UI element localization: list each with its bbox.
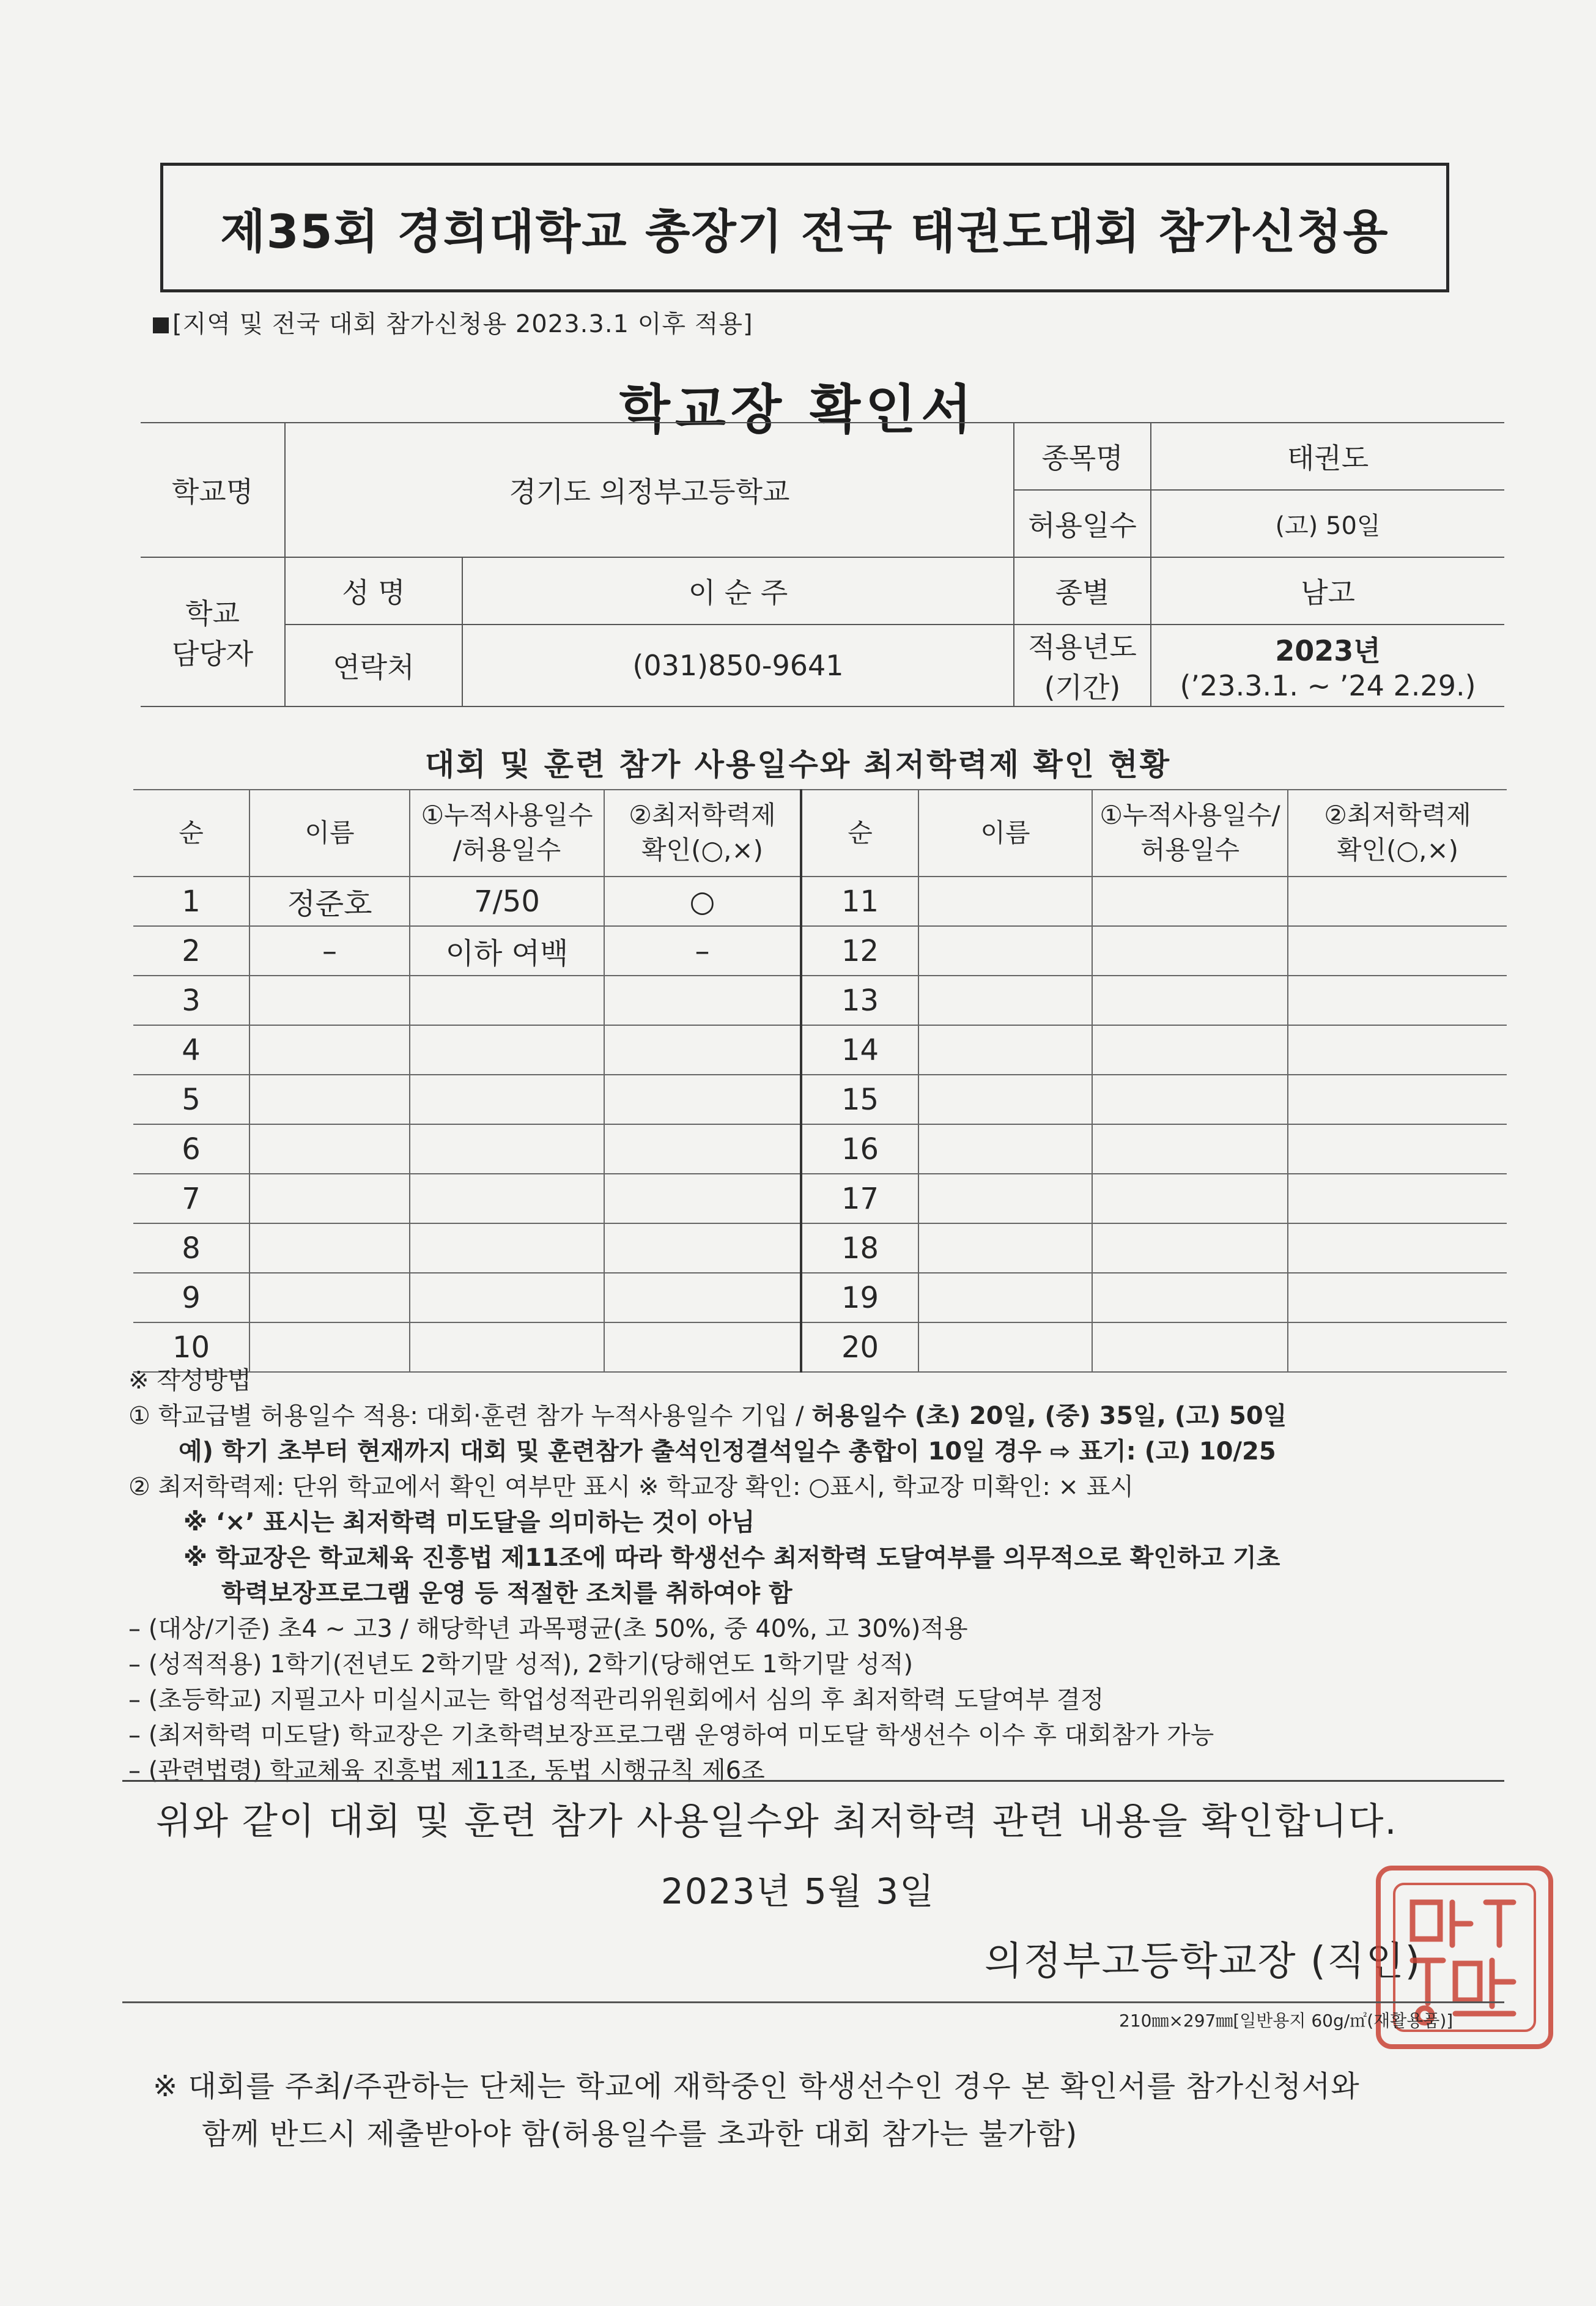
row-days-right [1092, 1124, 1288, 1174]
row-check-right [1288, 1025, 1507, 1075]
row-no: 4 [133, 1025, 249, 1075]
section-title: 대회 및 훈련 참가 사용일수와 최저학력제 확인 현황 [424, 747, 1172, 782]
row-no-right: 14 [801, 1025, 918, 1075]
row-no-right: 20 [801, 1322, 918, 1372]
grid-header-row [133, 790, 1507, 877]
table-row [133, 1025, 1507, 1075]
row-name [249, 1273, 410, 1322]
row-no: 5 [133, 1075, 249, 1124]
row-check-right [1288, 1273, 1507, 1322]
detail-2: – (성적적용) 1학기(전년도 2학기말 성적), 2학기(당해연도 1학기말 성적) [128, 1650, 914, 1678]
school-name-label: 학교명 [141, 423, 285, 557]
row-check [604, 1075, 801, 1124]
note-1-example: 예) 학기 초부터 현재까지 대회 및 훈련참가 출석인정결석일수 총합이 10일 경우 ⇨ 표기: (고) 10/25 [179, 1437, 1276, 1466]
divider [122, 1780, 1504, 1782]
row-days-right [1092, 1075, 1288, 1124]
detail-5: – (관련법령) 학교체육 진흥법 제11조, 동법 시행규칙 제6조 [128, 1757, 765, 1785]
header-days-left [410, 790, 604, 877]
row-name-right [918, 976, 1092, 1025]
header-check-left-line2: 확인(○,×) [641, 835, 764, 865]
table-row [133, 1124, 1507, 1174]
row-no: 7 [133, 1174, 249, 1223]
row-check: ○ [604, 877, 801, 926]
school-info-table [141, 422, 1504, 707]
application-notice [153, 305, 753, 339]
row-no-right: 13 [801, 976, 918, 1025]
note-1-text: ① 학교급별 허용일수 적용: 대회·훈련 참가 누적사용일수 기입 / [128, 1402, 812, 1430]
header-check-right [1288, 790, 1507, 877]
event-value: 태권도 [1151, 423, 1504, 490]
header-days-right-line1: ①누적사용일수/ [1099, 800, 1280, 831]
footnote-line1: ※ 대회를 주최/주관하는 단체는 학교에 재학중인 학생선수인 경우 본 확인서를 참가신청서와 [153, 2069, 1360, 2104]
row-no: 6 [133, 1124, 249, 1174]
table-row [133, 877, 1507, 926]
contact-value: (031)850-9641 [462, 625, 1014, 706]
row-no-right: 18 [801, 1223, 918, 1273]
row-days-right [1092, 1174, 1288, 1223]
allowed-days-value: (고) 50일 [1151, 490, 1504, 557]
notes-heading: ※ 작성방법 [128, 1366, 251, 1395]
table-row [133, 1075, 1507, 1124]
person-name-value: 이 순 주 [462, 557, 1014, 625]
gender-label: 종별 [1014, 557, 1151, 625]
row-name-right [918, 1025, 1092, 1075]
header-name-right: 이름 [918, 790, 1092, 877]
row-name-right [918, 1273, 1092, 1322]
row-days [410, 976, 604, 1025]
document-title: 학교장 확인서 [619, 379, 977, 440]
row-check-right [1288, 1075, 1507, 1124]
row-check-right [1288, 1174, 1507, 1223]
row-no-right: 15 [801, 1075, 918, 1124]
row-days-right [1092, 1273, 1288, 1322]
row-check: – [604, 926, 801, 976]
row-check [604, 1174, 801, 1223]
header-check-left-line1: ②최저학력제 [629, 800, 776, 831]
detail-4: – (최저학력 미도달) 학교장은 기초학력보장프로그램 운영하여 미도달 학생선수 이수 후 대회참가 가능 [128, 1721, 1214, 1749]
writing-instructions [128, 1363, 1517, 1789]
row-no: 2 [133, 926, 249, 976]
row-name [249, 1075, 410, 1124]
header-check-right-line1: ②최저학력제 [1324, 800, 1471, 831]
header-check-left [604, 790, 801, 877]
row-days: 7/50 [410, 877, 604, 926]
row-name-right [918, 877, 1092, 926]
row-days [410, 1025, 604, 1075]
row-check [604, 1223, 801, 1273]
header-no-right: 순 [801, 790, 918, 877]
row-name [249, 1223, 410, 1273]
row-days-right [1092, 926, 1288, 976]
contact-label: 연락처 [285, 625, 462, 706]
note-4: ※ 학교장은 학교체육 진흥법 제11조에 따라 학생선수 최저학력 도달여부를 의무적으로 확인하고 기초 [183, 1544, 1280, 1572]
year-label-line1: 적용년도 [1028, 631, 1137, 664]
table-row [133, 1273, 1507, 1322]
participation-grid [133, 789, 1507, 1373]
row-days [410, 1273, 604, 1322]
row-no: 8 [133, 1223, 249, 1273]
row-check-right [1288, 926, 1507, 976]
header-no-left: 순 [133, 790, 249, 877]
row-name [249, 976, 410, 1025]
person-name-label: 성 명 [285, 557, 462, 625]
square-bullet-icon [153, 317, 169, 333]
row-name [249, 1025, 410, 1075]
paper-spec: 210㎜×297㎜[일반용지 60g/㎡(재활용품)] [1119, 2011, 1454, 2031]
year-value-cell [1151, 625, 1504, 706]
header-days-right-line2: 허용일수 [1140, 835, 1240, 865]
row-check-right [1288, 1223, 1507, 1273]
row-name-right [918, 1124, 1092, 1174]
row-check [604, 1025, 801, 1075]
year-value: 2023년 [1275, 634, 1381, 667]
issue-date: 2023년 5월 3일 [660, 1870, 936, 1912]
header-check-right-line2: 확인(○,×) [1336, 835, 1459, 865]
row-no-right: 17 [801, 1174, 918, 1223]
principal-signature-line: 의정부고등학교장 (직인) [985, 1939, 1422, 1984]
header-days-left-line2: /허용일수 [453, 835, 561, 865]
divider [122, 2001, 1504, 2003]
table-row [133, 976, 1507, 1025]
note-1-allowed: 허용일수 (초) 20일, (중) 35일, (고) 50일 [811, 1402, 1287, 1430]
event-label: 종목명 [1014, 423, 1151, 490]
document-header-title: 제35회 경희대학교 총장기 전국 태권도대회 참가신청용 [160, 163, 1449, 292]
row-name-right [918, 926, 1092, 976]
row-days [410, 1075, 604, 1124]
footnote [153, 2063, 1360, 2158]
row-no: 1 [133, 877, 249, 926]
detail-1: – (대상/기준) 초4 ~ 고3 / 해당학년 과목평균(초 50%, 중 40%, 고 30%)적용 [128, 1615, 968, 1643]
row-name-right [918, 1075, 1092, 1124]
note-1 [128, 1398, 1517, 1434]
confirmation-statement: 위와 같이 대회 및 훈련 참가 사용일수와 최저학력 관련 내용을 확인합니다. [156, 1800, 1398, 1843]
row-name [249, 1174, 410, 1223]
note-2: ② 최저학력제: 단위 학교에서 확인 여부만 표시 ※ 학교장 확인: ○표시, 학교장 미확인: × 표시 [128, 1473, 1134, 1501]
row-check [604, 1273, 801, 1322]
row-days [410, 1223, 604, 1273]
allowed-days-label: 허용일수 [1014, 490, 1151, 557]
row-days-right [1092, 877, 1288, 926]
row-check-right [1288, 877, 1507, 926]
period-value: (’23.3.1. ~ ’24 2.29.) [1180, 669, 1476, 702]
header-days-right [1092, 790, 1288, 877]
note-3: ※ ‘×’ 표시는 최저학력 미도달을 의미하는 것이 아님 [183, 1508, 755, 1537]
manager-label [141, 557, 285, 706]
row-name: – [249, 926, 410, 976]
notice-text: [지역 및 전국 대회 참가신청용 2023.3.1 이후 적용] [172, 310, 753, 338]
row-no-right: 16 [801, 1124, 918, 1174]
table-row [133, 1174, 1507, 1223]
table-row [133, 926, 1507, 976]
row-no: 10 [133, 1322, 249, 1372]
row-check [604, 1124, 801, 1174]
year-label-line2: (기간) [1044, 671, 1121, 704]
row-no: 9 [133, 1273, 249, 1322]
row-days-right [1092, 976, 1288, 1025]
row-name [249, 1124, 410, 1174]
header-name-left: 이름 [249, 790, 410, 877]
school-name-value: 경기도 의정부고등학교 [285, 423, 1014, 557]
row-name-right [918, 1223, 1092, 1273]
row-no: 3 [133, 976, 249, 1025]
row-days: 이하 여백 [410, 926, 604, 976]
row-check-right [1288, 976, 1507, 1025]
row-no-right: 11 [801, 877, 918, 926]
manager-label-line1: 학교 [185, 597, 240, 630]
row-days [410, 1124, 604, 1174]
footnote-line2: 함께 반드시 제출받아야 함(허용일수를 초과한 대회 참가는 불가함) [202, 2117, 1078, 2151]
note-4-cont: 학력보장프로그램 운영 등 적절한 조치를 취하여야 함 [221, 1579, 792, 1607]
detail-3: – (초등학교) 지필고사 미실시교는 학업성적관리위원회에서 심의 후 최저학력 도달여부 결정 [128, 1686, 1104, 1714]
row-no-right: 19 [801, 1273, 918, 1322]
manager-label-line2: 담당자 [171, 637, 254, 670]
header-days-left-line1: ①누적사용일수 [421, 800, 593, 831]
row-check-right [1288, 1124, 1507, 1174]
row-name-right [918, 1174, 1092, 1223]
year-label [1014, 625, 1151, 706]
row-days-right [1092, 1025, 1288, 1075]
row-days-right [1092, 1223, 1288, 1273]
gender-value: 남고 [1151, 557, 1504, 625]
row-days [410, 1174, 604, 1223]
row-name: 정준호 [249, 877, 410, 926]
table-row [133, 1223, 1507, 1273]
row-check [604, 976, 801, 1025]
row-no-right: 12 [801, 926, 918, 976]
